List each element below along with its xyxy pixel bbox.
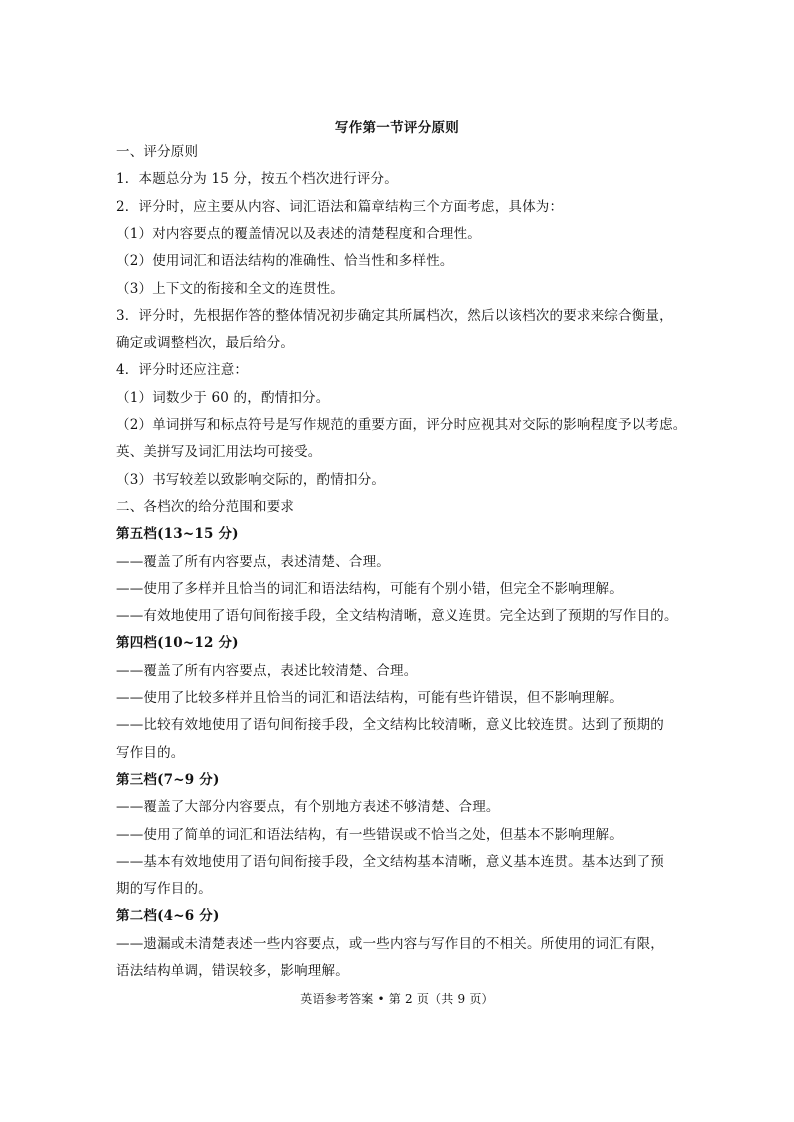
text-line: ——有效地使用了语句间衔接手段，全文结构清晰，意义连贯。完全达到了预期的写作目的。: [116, 608, 678, 625]
section-heading: 第三档(7~9 分): [116, 771, 220, 788]
text-line: 写作目的。: [116, 744, 185, 761]
text-line: 一、评分原则: [116, 144, 199, 160]
section-heading: 第二档(4~6 分): [116, 908, 220, 925]
text-line: 英、美拼写及词汇用法均可接受。: [116, 444, 322, 461]
text-line: （2）单词拼写和标点符号是写作规范的重要方面，评分时应视其对交际的影响程度予以考虑。: [116, 417, 687, 433]
text-line: ——比较有效地使用了语句间衔接手段，全文结构比较清晰，意义比较连贯。达到了预期的: [116, 717, 664, 734]
text-line: 3．评分时，先根据作答的整体情况初步确定其所属档次，然后以该档次的要求来综合衡量，: [116, 307, 673, 324]
text-line: ——遗漏或未清楚表述一些内容要点，或一些内容与写作目的不相关。所使用的词汇有限，: [116, 935, 664, 952]
text-line: 4．评分时还应注意：: [116, 362, 249, 379]
text-line: （1）词数少于 60 的，酌情扣分。: [116, 389, 330, 406]
page-title: 写作第一节评分原则: [334, 120, 460, 136]
text-line: （2）使用词汇和语法结构的准确性、恰当性和多样性。: [116, 253, 454, 270]
section-heading: 第四档(10~12 分): [116, 635, 239, 652]
text-line: （3）上下文的衔接和全文的连贯性。: [116, 280, 344, 297]
section-heading: 第五档(13~15 分): [116, 526, 239, 543]
text-line: （3）书写较差以致影响交际的，酌情扣分。: [116, 471, 386, 488]
text-line: 期的写作目的。: [116, 881, 212, 898]
text-line: 语法结构单调，错误较多，影响理解。: [116, 963, 349, 979]
text-line: ——覆盖了大部分内容要点，有个别地方表述不够清楚、合理。: [116, 799, 500, 816]
text-line: 确定或调整档次，最后给分。: [116, 335, 295, 352]
text-line: ——使用了多样并且恰当的词汇和语法结构，可能有个别小错，但完全不影响理解。: [116, 580, 623, 597]
page-footer: 英语参考答案 • 第 2 页（共 9 页）: [300, 992, 494, 1006]
text-line: ——基本有效地使用了语句间衔接手段，全文结构基本清晰，意义基本连贯。基本达到了预: [116, 853, 664, 870]
text-line: ——覆盖了所有内容要点，表述清楚、合理。: [116, 553, 390, 570]
text-line: ——覆盖了所有内容要点，表述比较清楚、合理。: [116, 662, 418, 679]
text-line: ——使用了比较多样并且恰当的词汇和语法结构，可能有些许错误，但不影响理解。: [116, 690, 623, 706]
text-line: ——使用了简单的词汇和语法结构，有一些错误或不恰当之处，但基本不影响理解。: [116, 826, 623, 843]
text-line: 2．评分时，应主要从内容、词汇语法和篇章结构三个方面考虑，具体为：: [116, 198, 564, 215]
text-line: 1．本题总分为 15 分，按五个档次进行评分。: [116, 171, 398, 188]
text-line: （1）对内容要点的覆盖情况以及表述的清楚程度和合理性。: [116, 225, 481, 242]
text-line: 二、各档次的给分范围和要求: [116, 498, 295, 515]
